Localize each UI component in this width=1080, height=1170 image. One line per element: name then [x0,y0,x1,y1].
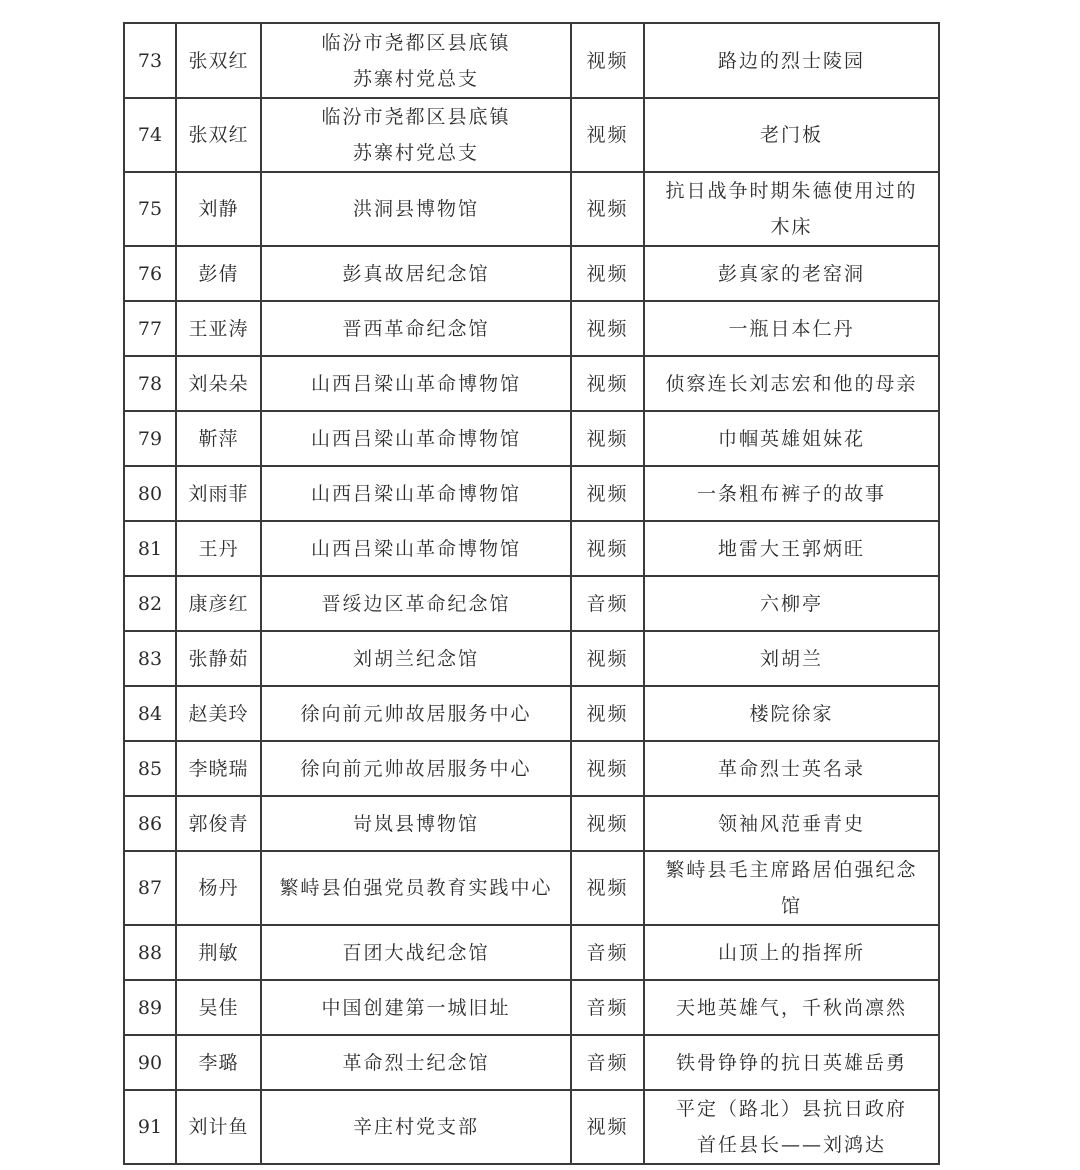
media-type-cell: 视频 [571,98,644,172]
story-title-cell [644,796,939,851]
unit-cell [261,980,571,1035]
presenter-name-cell: 张双红 [176,98,261,172]
story-title-cell [644,246,939,301]
media-type-cell: 视频 [571,301,644,356]
row-number-cell: 76 [124,246,176,301]
story-title-cell [644,1035,939,1090]
presenter-name-cell: 李璐 [176,1035,261,1090]
unit-cell [261,631,571,686]
row-number-cell: 77 [124,301,176,356]
unit-cell [261,521,571,576]
media-type-cell: 视频 [571,23,644,98]
story-title-cell [644,356,939,411]
title-line: 木床 [770,216,813,238]
story-title-cell [644,98,939,172]
row-number-cell: 84 [124,686,176,741]
title-line: 繁峙县毛主席路居伯强纪念 [665,859,918,881]
unit-line: 革命烈士纪念馆 [342,1051,490,1074]
unit-cell [261,246,571,301]
unit-cell [261,466,571,521]
title-line: 领袖风范垂青史 [717,812,865,835]
table-row [124,980,939,1035]
unit-line: 苏寨村党总支 [352,67,479,90]
presenter-name-cell: 刘计鱼 [176,1090,261,1164]
row-number-cell: 79 [124,411,176,466]
title-line: 天地英雄气，千秋尚凛然 [675,996,907,1019]
presenter-name-cell: 刘雨菲 [176,466,261,521]
title-line: 侦察连长刘志宏和他的母亲 [665,372,918,395]
title-line: 楼院徐家 [749,702,834,725]
unit-cell [261,851,571,925]
media-type-cell: 视频 [571,411,644,466]
unit-cell [261,23,571,98]
row-number-cell: 88 [124,925,176,980]
story-title-cell [644,576,939,631]
story-title-cell [644,521,939,576]
presenter-name-cell: 靳萍 [176,411,261,466]
unit-cell [261,301,571,356]
table-row [124,411,939,466]
row-number-cell: 83 [124,631,176,686]
unit-cell [261,1090,571,1164]
table-row [124,98,939,172]
title-line: 馆 [780,895,802,917]
unit-line: 彭真故居纪念馆 [342,262,490,285]
presenter-name-cell: 刘静 [176,172,261,246]
title-line: 刘胡兰 [759,647,823,670]
unit-line: 苏寨村党总支 [352,142,479,164]
title-line: 抗日战争时期朱德使用过的 [665,180,918,202]
title-line: 六柳亭 [759,592,823,615]
media-type-cell: 视频 [571,521,644,576]
table-row [124,23,939,98]
media-type-cell: 视频 [571,631,644,686]
presenter-name-cell: 吴佳 [176,980,261,1035]
media-type-cell: 视频 [571,172,644,246]
story-title-cell [644,411,939,466]
table-row [124,741,939,796]
story-title-cell [644,631,939,686]
presenter-name-cell: 刘朵朵 [176,356,261,411]
title-line: 一瓶日本仁丹 [728,317,855,340]
row-number-cell: 80 [124,466,176,521]
table-row [124,466,939,521]
entries-table [123,22,940,1165]
unit-line: 山西吕梁山革命博物馆 [310,537,521,560]
unit-line: 临汾市尧都区县底镇 [321,106,511,128]
title-line: 铁骨铮铮的抗日英雄岳勇 [675,1051,907,1074]
unit-cell [261,1035,571,1090]
table-row [124,1035,939,1090]
unit-line: 徐向前元帅故居服务中心 [300,757,532,780]
unit-line: 徐向前元帅故居服务中心 [300,702,532,725]
story-title-cell [644,466,939,521]
unit-line: 晋绥边区革命纪念馆 [321,592,511,615]
presenter-name-cell: 康彦红 [176,576,261,631]
unit-cell [261,356,571,411]
row-number-cell: 73 [124,23,176,98]
table-row [124,172,939,246]
media-type-cell: 音频 [571,1035,644,1090]
row-number-cell: 87 [124,851,176,925]
story-title-cell [644,741,939,796]
table-row [124,1090,939,1164]
media-type-cell: 视频 [571,1090,644,1164]
presenter-name-cell: 赵美玲 [176,686,261,741]
row-number-cell: 86 [124,796,176,851]
row-number-cell: 74 [124,98,176,172]
row-number-cell: 82 [124,576,176,631]
media-type-cell: 视频 [571,851,644,925]
unit-cell [261,741,571,796]
unit-line: 山西吕梁山革命博物馆 [310,372,521,395]
table-row [124,631,939,686]
unit-cell [261,411,571,466]
title-line: 一条粗布裤子的故事 [696,482,886,505]
title-line: 平定（路北）县抗日政府 [675,1098,907,1120]
table-row [124,925,939,980]
media-type-cell: 视频 [571,246,644,301]
row-number-cell: 81 [124,521,176,576]
presenter-name-cell: 王亚涛 [176,301,261,356]
table-row [124,521,939,576]
table-row [124,246,939,301]
story-title-cell [644,851,939,925]
story-title-cell [644,23,939,98]
story-title-cell [644,1090,939,1164]
table-row [124,301,939,356]
title-line: 首任县长——刘鸿达 [696,1134,886,1156]
row-number-cell: 75 [124,172,176,246]
unit-line: 岢岚县博物馆 [352,812,479,835]
title-line: 老门板 [759,124,823,146]
story-title-cell [644,301,939,356]
story-title-cell [644,686,939,741]
media-type-cell: 视频 [571,686,644,741]
title-line: 山顶上的指挥所 [717,941,865,964]
presenter-name-cell: 王丹 [176,521,261,576]
presenter-name-cell: 郭俊青 [176,796,261,851]
title-line: 巾帼英雄姐妹花 [717,427,865,450]
title-line: 路边的烈士陵园 [717,49,865,72]
media-type-cell: 视频 [571,466,644,521]
table-body [124,23,939,1164]
unit-line: 繁峙县伯强党员教育实践中心 [279,877,553,899]
presenter-name-cell: 张双红 [176,23,261,98]
story-title-cell [644,172,939,246]
unit-line: 洪洞县博物馆 [352,198,479,220]
story-title-cell [644,980,939,1035]
unit-cell [261,172,571,246]
media-type-cell: 音频 [571,576,644,631]
presenter-name-cell: 彭倩 [176,246,261,301]
presenter-name-cell: 荆敏 [176,925,261,980]
media-type-cell: 音频 [571,980,644,1035]
row-number-cell: 91 [124,1090,176,1164]
table-row [124,576,939,631]
media-type-cell: 音频 [571,925,644,980]
unit-line: 山西吕梁山革命博物馆 [310,427,521,450]
unit-line: 晋西革命纪念馆 [342,317,490,340]
title-line: 彭真家的老窑洞 [717,262,865,285]
presenter-name-cell: 杨丹 [176,851,261,925]
table-row [124,356,939,411]
unit-line: 中国创建第一城旧址 [321,996,511,1019]
media-type-cell: 视频 [571,796,644,851]
media-type-cell: 视频 [571,356,644,411]
unit-cell [261,576,571,631]
story-title-cell [644,925,939,980]
row-number-cell: 85 [124,741,176,796]
row-number-cell: 89 [124,980,176,1035]
title-line: 地雷大王郭炳旺 [717,537,865,560]
unit-cell [261,686,571,741]
unit-cell [261,98,571,172]
row-number-cell: 90 [124,1035,176,1090]
unit-cell [261,796,571,851]
unit-cell [261,925,571,980]
table-row [124,851,939,925]
title-line: 革命烈士英名录 [717,757,865,780]
unit-line: 临汾市尧都区县底镇 [321,31,511,54]
row-number-cell: 78 [124,356,176,411]
presenter-name-cell: 李晓瑞 [176,741,261,796]
unit-line: 山西吕梁山革命博物馆 [310,482,521,505]
presenter-name-cell: 张静茹 [176,631,261,686]
unit-line: 百团大战纪念馆 [342,941,490,964]
unit-line: 刘胡兰纪念馆 [352,647,479,670]
unit-line: 辛庄村党支部 [352,1116,479,1138]
table-row [124,686,939,741]
media-type-cell: 视频 [571,741,644,796]
table-row [124,796,939,851]
